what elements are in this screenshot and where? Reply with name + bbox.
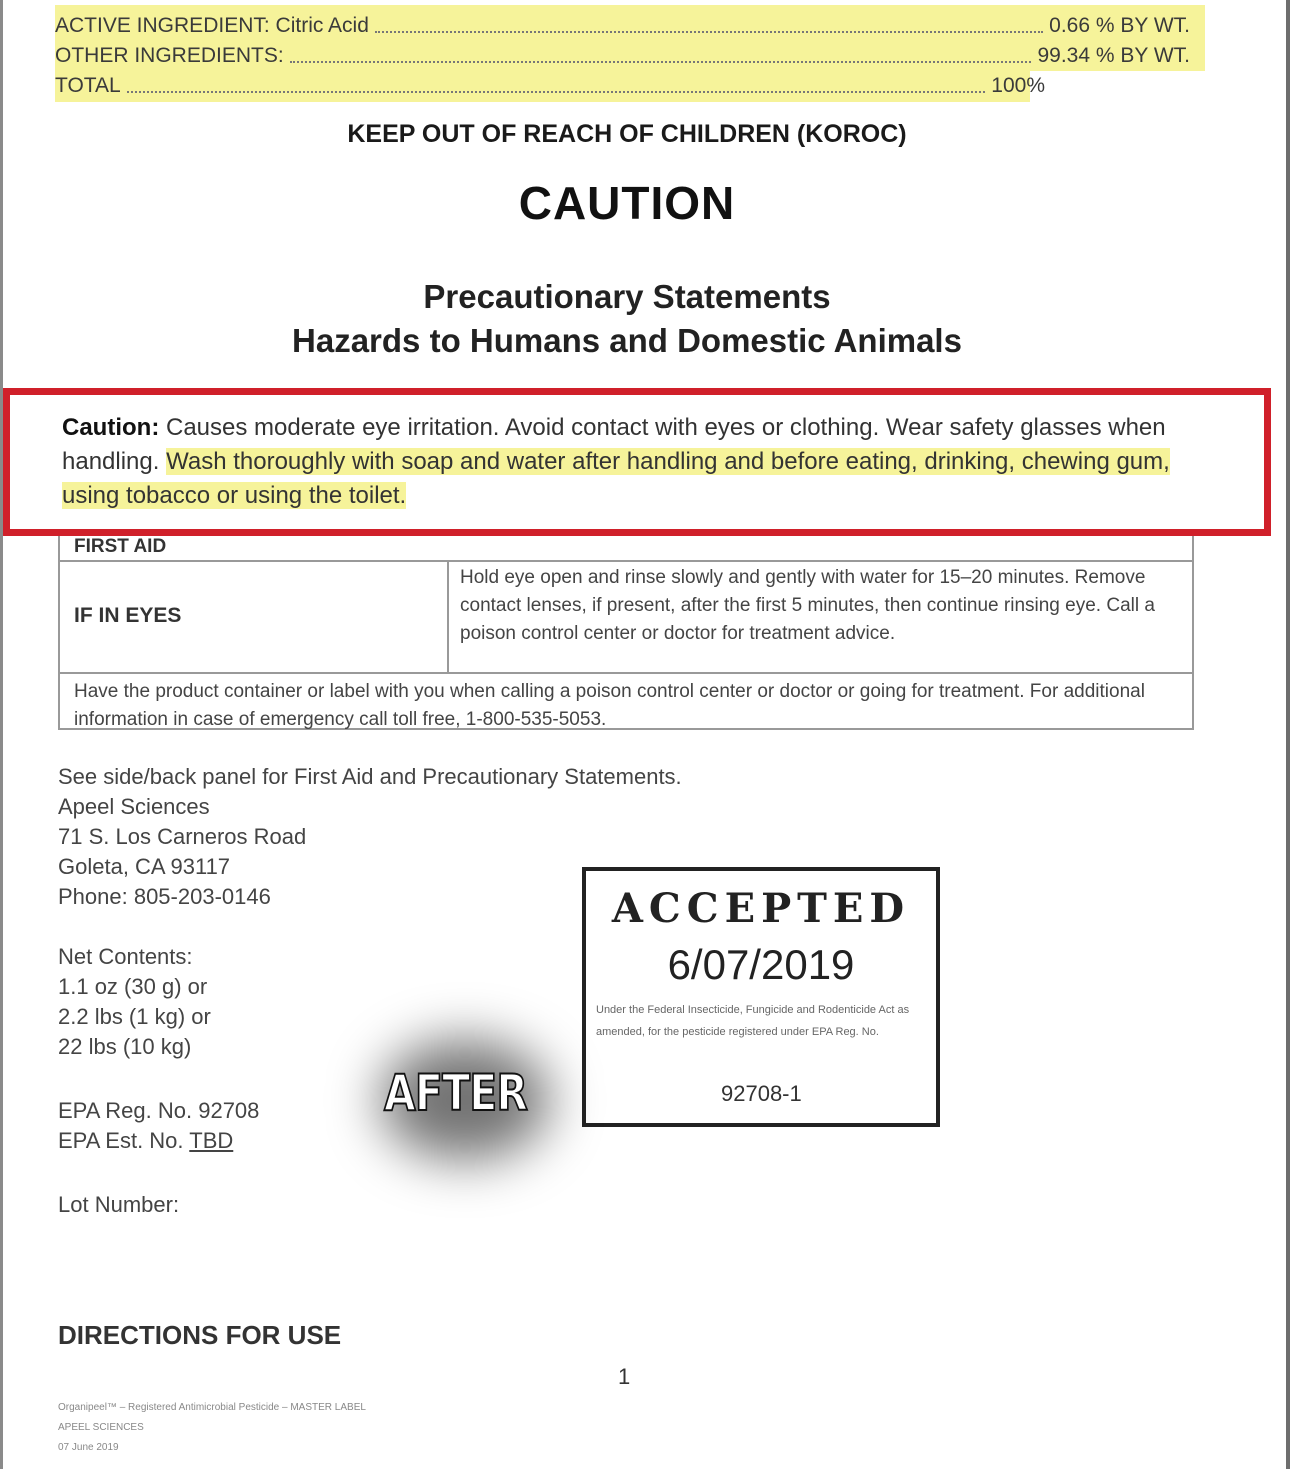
- stamp-fine-print: Under the Federal Insecticide, Fungicide and Rodenticide Act as amended, for the pesticide registered under EPA Reg. No.: [596, 1004, 910, 1038]
- company-address-1: 71 S. Los Carneros Road: [58, 824, 307, 849]
- document-footer: [58, 1398, 366, 1458]
- caution-statement: [62, 411, 1212, 513]
- ingredients-statement: [55, 5, 1205, 100]
- first-aid-footer-text: Have the product container or label with you when calling a poison control center or doctor or going for treatment. For additional information in case of emergency call toll free, 1-800-535-5053.: [74, 681, 1145, 730]
- net-contents-line: 2.2 lbs (1 kg) or: [58, 1004, 211, 1029]
- epa-est-number: [58, 1126, 259, 1156]
- total-value: 100%: [991, 74, 1045, 97]
- precautionary-heading: Precautionary Statements: [423, 278, 831, 315]
- signal-word-heading: CAUTION: [518, 177, 736, 229]
- accepted-stamp: [582, 867, 940, 1127]
- leader-dots: [375, 19, 1043, 33]
- after-overlay-label: AFTER: [384, 1064, 528, 1122]
- first-aid-table: [58, 532, 1194, 730]
- footer-line: 07 June 2019: [58, 1442, 119, 1453]
- total-label: TOTAL: [55, 74, 121, 97]
- first-aid-eyes-label: IF IN EYES: [74, 604, 182, 627]
- first-aid-eyes-row: [60, 560, 1192, 674]
- other-ingredients-value: 99.34 % BY WT.: [1037, 44, 1190, 67]
- net-contents-label: Net Contents:: [58, 944, 193, 969]
- hazards-heading: Hazards to Humans and Domestic Animals: [292, 322, 962, 359]
- leader-dots: [290, 49, 1032, 63]
- net-contents: [58, 942, 211, 1062]
- caution-highlighted-text: Wash thoroughly with soap and water after handling and before eating, drinking, chewing gum, using tobacco or using the toilet.: [62, 448, 1170, 509]
- see-panel-note: See side/back panel for First Aid and Precautionary Statements.: [58, 764, 682, 789]
- leader-dots: [127, 79, 986, 93]
- directions-heading: DIRECTIONS FOR USE: [58, 1320, 342, 1350]
- other-ingredients-label: OTHER INGREDIENTS:: [55, 44, 284, 67]
- caution-lead: Caution:: [62, 414, 160, 441]
- epa-numbers: [58, 1096, 259, 1156]
- active-ingredient-value: 0.66 % BY WT.: [1049, 14, 1190, 37]
- caution-text: Causes moderate eye irritation. Avoid contact with eyes or clothing. Wear safety glasses when handling.: [62, 414, 1166, 475]
- footer-line: Organipeel™ – Registered Antimicrobial Pesticide – MASTER LABEL: [58, 1402, 366, 1413]
- page-number: 1: [618, 1364, 631, 1389]
- other-ingredients-row: [55, 41, 1190, 71]
- epa-est-value: TBD: [189, 1128, 234, 1153]
- company-name: Apeel Sciences: [58, 794, 210, 819]
- net-contents-line: 1.1 oz (30 g) or: [58, 974, 208, 999]
- net-contents-line: 22 lbs (10 kg): [58, 1034, 192, 1059]
- page-right-edge: [1286, 0, 1290, 1469]
- first-aid-eyes-text: Hold eye open and rinse slowly and gently with water for 15–20 minutes. Remove contact lenses, if present, after the first 5 minutes, then continue rinsing eye. Call a poison control center or doctor for treatment advice.: [460, 567, 1155, 644]
- active-ingredient-row: [55, 11, 1190, 41]
- first-aid-header: FIRST AID: [74, 536, 167, 557]
- epa-reg-number: EPA Reg. No. 92708: [58, 1098, 260, 1123]
- stamp-reg-number: 92708-1: [721, 1081, 802, 1106]
- epa-est-label: EPA Est. No.: [58, 1128, 184, 1153]
- stamp-date: 6/07/2019: [667, 941, 855, 988]
- stamp-title: ACCEPTED: [611, 885, 911, 932]
- table-divider: [447, 562, 449, 672]
- footer-line: APEEL SCIENCES: [58, 1422, 144, 1433]
- active-ingredient-label: ACTIVE INGREDIENT: Citric Acid: [55, 14, 369, 37]
- company-phone: Phone: 805-203-0146: [58, 884, 271, 909]
- company-address-2: Goleta, CA 93117: [58, 854, 231, 879]
- keep-out-heading: KEEP OUT OF REACH OF CHILDREN (KOROC): [347, 120, 907, 148]
- lot-number: Lot Number:: [58, 1192, 180, 1217]
- total-row: [55, 71, 1045, 101]
- caution-callout-box: [3, 388, 1271, 536]
